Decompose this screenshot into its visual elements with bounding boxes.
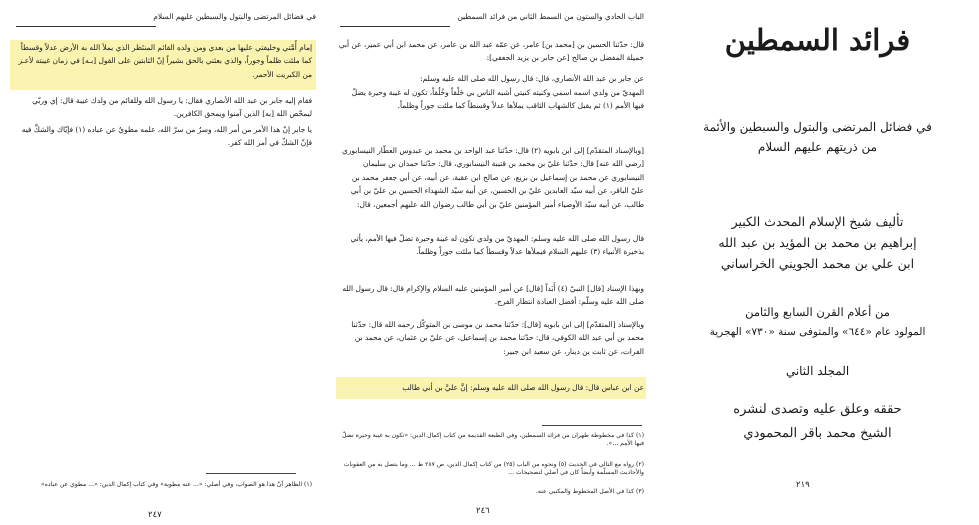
highlighted-line: عن ابن عباس قال: قال رسول الله صلى الله عليه وسلم: إنَّ عليَّ بن أبي طالب bbox=[402, 383, 644, 392]
title-page bbox=[656, 0, 979, 525]
page-number: ٢٤٦ bbox=[476, 506, 490, 516]
footnote-rule bbox=[542, 425, 642, 426]
volume-label: المجلد الثاني bbox=[785, 364, 850, 378]
author-line: تأليف شيخ الإسلام المحدث الكبير bbox=[731, 214, 904, 229]
running-header: الباب الحادي والستون من السمط الثاني من فرائد السمطين bbox=[457, 12, 644, 21]
paragraph: يا جابر إنّ هذا الأمر من أمر الله، وسرٌ من سرّ الله، علمه مطويٌ عن عباده (١) فإيّاك والشكَّ فيه فإنّ الشكّ في أمر الله كفر. bbox=[21, 125, 312, 148]
footnote: (٣) كذا في الأصل المخطوط والمكتبي عنه. bbox=[535, 488, 644, 495]
author-line: إبراهيم بن محمد بن المؤيد بن عبد الله bbox=[718, 235, 917, 250]
footnote-rule bbox=[206, 473, 296, 474]
author-line: ابن علي بن محمد الجويني الخراساني bbox=[720, 256, 915, 271]
paragraph: وبالإسناد [المتقدّم] إلى ابن بابويه [قال]: حدّثنا محمد بن موسى بن المتوكّل رحمه الله قال: حدّثنا محمد بن أبي عبد الله الكوفي، قال: حدّثنا محمد بن إسماعيل، عن عليّ بن عثمان، عن محمد بن الفرات، عن ثابت بن دينار، عن سعيد ابن جبير: bbox=[351, 320, 644, 356]
editor-line: حققه وعلق عليه وتصدى لنشره bbox=[733, 402, 902, 417]
subtitle: في فضائل المرتضى والبتول والسبطين والأئمة bbox=[703, 120, 932, 134]
book-title: فرائد السمطين bbox=[724, 23, 911, 57]
paragraph: قال: حدّثنا الحسين بن [محمد بن] عامر، عن عمّه عبد الله بن عامر، عن محمد ابن أبي عمير، عن أبي جميلة المفضل بن صالح [عن جابر بن يزيد الجعفي]: bbox=[338, 40, 644, 63]
paragraph: فقام إليه جابر بن عبد الله الأنصاري فقال: يا رسول الله وللقائم من ولدك غيبة قال: إي وربّي ليمحّص الله [به] الذين آمنوا ويمحق الكافرين. bbox=[32, 96, 312, 119]
editor-line: الشيخ محمد باقر المحمودي bbox=[743, 426, 892, 441]
footnote: (١) كذا في مخطوطة طهران من فرائد السمطين، وفي الطبعة القديمة من كتاب إكمال الدين: «تكون به غيبة وحيرة تضلّ فيها الأمم ...». bbox=[342, 432, 644, 448]
paragraph: عن جابر بن عبد الله الأنصاري، قال: قال رسول الله صلى الله عليه وسلم: bbox=[420, 74, 644, 83]
paragraph: [وبالإسناد المتقدّم] إلى ابن بابويه (٢) قال: حدّثنا عبد الواحد بن محمد بن عبدوس العطّار النيسابوري [رضي الله عنه] قال: حدّثنا عليّ بن محمد بن قتيبة النيسابوري، قال: حدّثنا حمدان بن سليمان النيسابوري عن محمد بن إسماعيل بن بزيع، عن صالح ابن عقبة، عن أبيه، عن أبي جعفر محمد بن عليّ الباقر، عن أبيه سيّد العابدين عليّ بن الحسين، عن أبيه سيّد الشهداء الحسين بن عليّ بن أبي طالب، عن أبيه سيّد الأوصياء أمير المؤمنين عليّ بن أبي طالب رضوان الله عليهم أجمعين، قال: bbox=[342, 146, 644, 209]
dates-line: المولود عام «٦٤٤» والمتوفى سنة «٧٣٠» الهجرية bbox=[709, 326, 926, 338]
paragraph: قال رسول الله صلى الله عليه وسلم: المهديّ من ولدي تكون له غيبة وحيرة تضلّ فيها الأمم، يأتي بذخيرة الأنبياء (٣) عليهم السلام فيملأها عدلاً وقسطاً كما ملئت جوراً وظلماً. bbox=[350, 234, 644, 257]
subtitle: من ذريتهم عليهم السلام bbox=[757, 140, 878, 154]
header-rule bbox=[340, 26, 450, 27]
header-rule bbox=[16, 26, 156, 27]
paragraph: وبهذا الإسناد [قال] النبيّ (٤) أَبَداً [قال] عن أمير المؤمنين عليه السلام والإكرام قال: قال رسول الله صلى الله عليه وسلّم: أفضل العبادة انتظار الفرج. bbox=[342, 284, 644, 307]
paragraph: المهديّ من ولدي اسمه اسمي وكنيته كنيتي أشبه الناس بي خَلْقاً وخُلُقاً، تكون له غيبة وحيرة يضلّ فيها الأمم (١) ثم يقبل كالشهاب الثاقب يملأها عدلاً وقسطاً كما ملئت جوراً وظلماً. bbox=[351, 88, 644, 111]
page-number: ٢٤٧ bbox=[148, 510, 162, 520]
left-page bbox=[0, 0, 326, 525]
page-number: ٢١٩ bbox=[796, 480, 810, 490]
footnote: (١) الظاهر أنّ هذا هو الصواب، وفي أصلي: «... عنه مطوية» وفي كتاب إكمال الدين: «... مطوي عن عباده» bbox=[40, 481, 312, 488]
highlighted-paragraph: إمام أُمَّتي وخليفتي عليها من بعدي ومن ولده القائم المنتَظر الذي يملأ الله به الأرض عدلاً وقسطاً كما ملئت ظلماً وجوراً، والذي بعثني بالحق بشيراً إنّ الثابتين على القول [بـه] في زمان غيبته لأعـز من الكبريت الأحمر. bbox=[18, 43, 312, 79]
running-header: في فضائل المرتضى والبتول والسبطين عليهم السلام bbox=[153, 12, 316, 21]
middle-page bbox=[326, 0, 656, 525]
footnote: (٢) رواه مع التالي في الحديث (٥) ونحوه من الباب (٢٥) من كتاب إكمال الدين، ص ٢٨٧ ط ... وما يتصل به من العقوبات والأحاديث المسلّمة وأيضاً كان في أصلي لتصحيحات ... bbox=[343, 461, 644, 477]
century-line: من أعلام القرن السابع والثامن bbox=[745, 305, 890, 319]
